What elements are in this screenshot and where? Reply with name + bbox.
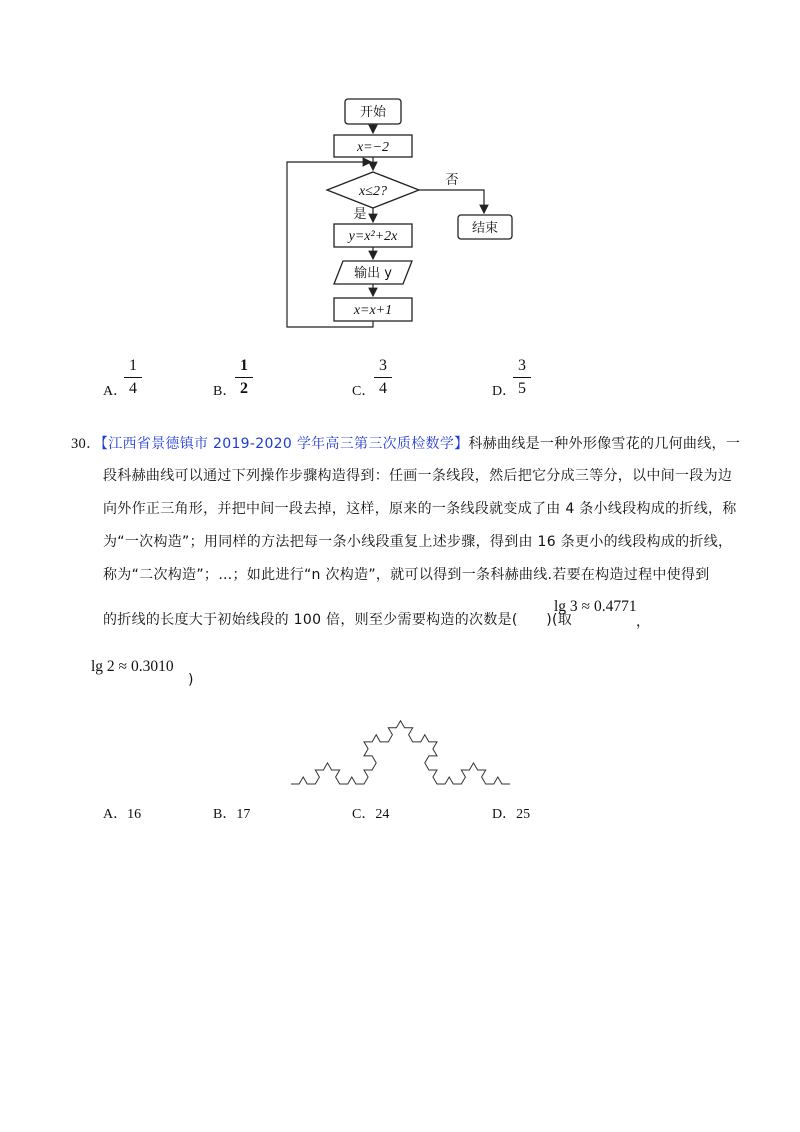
lg3-formula: lg 3 ≈ 0.4771 (554, 598, 637, 615)
q30-line5: 称为“二次构造”；…；如此进行“n 次构造”，就可以得到一条科赫曲线.若要在构造过程中使得到 (103, 567, 710, 583)
no-label: 否 (445, 173, 459, 188)
koch-curve-figure (0, 700, 800, 795)
q29-option-d-fraction: 3 5 (513, 357, 531, 398)
yes-label: 是 (353, 207, 367, 222)
q29-option-b-letter: B． (213, 384, 237, 399)
q30-comma: ， (636, 614, 651, 630)
compute-label: y=x²+2x (348, 229, 398, 244)
q30-line1 (71, 432, 740, 453)
q30-line6: 的折线的长度大于初始线段的 100 倍，则至少需要构造的次数是( )(取 (103, 612, 573, 628)
q29-option-b-fraction: 1 2 (235, 357, 253, 398)
question-number: 30． (71, 436, 101, 452)
q30-option-a: A．16 (103, 807, 142, 822)
increment-label: x=x+1 (353, 303, 393, 318)
end-label: 结束 (471, 221, 499, 236)
q30-line2: 段科赫曲线可以通过下列操作步骤构造得到：任画一条线段，然后把它分成三等分，以中间一段为边 (103, 468, 733, 484)
q30-option-b: B．17 (213, 807, 251, 822)
q29-option-a-fraction: 1 4 (124, 357, 142, 398)
flowchart-diagram (0, 0, 800, 350)
q29-option-a-letter: A． (103, 384, 128, 399)
question-source: 【江西省景德镇市 2019-2020 学年高三第三次质检数学】 (100, 436, 469, 452)
output-label: 输出 y (354, 266, 392, 281)
start-label: 开始 (359, 105, 387, 120)
q30-option-c: C．24 (352, 807, 390, 822)
q29-option-c-fraction: 3 4 (374, 357, 392, 398)
lg2-formula: lg 2 ≈ 0.3010 (91, 658, 174, 675)
q30-option-d: D．25 (492, 807, 531, 822)
question-text-line1: 科赫曲线是一种外形像雪花的几何曲线，一 (468, 436, 741, 452)
condition-label: x≤2? (359, 184, 387, 199)
init-label: x=−2 (356, 140, 390, 155)
q30-line3: 向外作正三角形，并把中间一段去掉，这样，原来的一条线段就变成了由 4 条小线段构成的折线，称 (103, 501, 737, 517)
koch-curve (291, 721, 510, 784)
q29-option-d-letter: D． (492, 384, 517, 399)
q30-line4: 为“一次构造”；用同样的方法把每一条小线段重复上述步骤，得到由 16 条更小的线段构成的折线， (103, 534, 733, 550)
q30-close-paren: ) (188, 672, 194, 688)
q29-option-c-letter: C． (352, 384, 376, 399)
